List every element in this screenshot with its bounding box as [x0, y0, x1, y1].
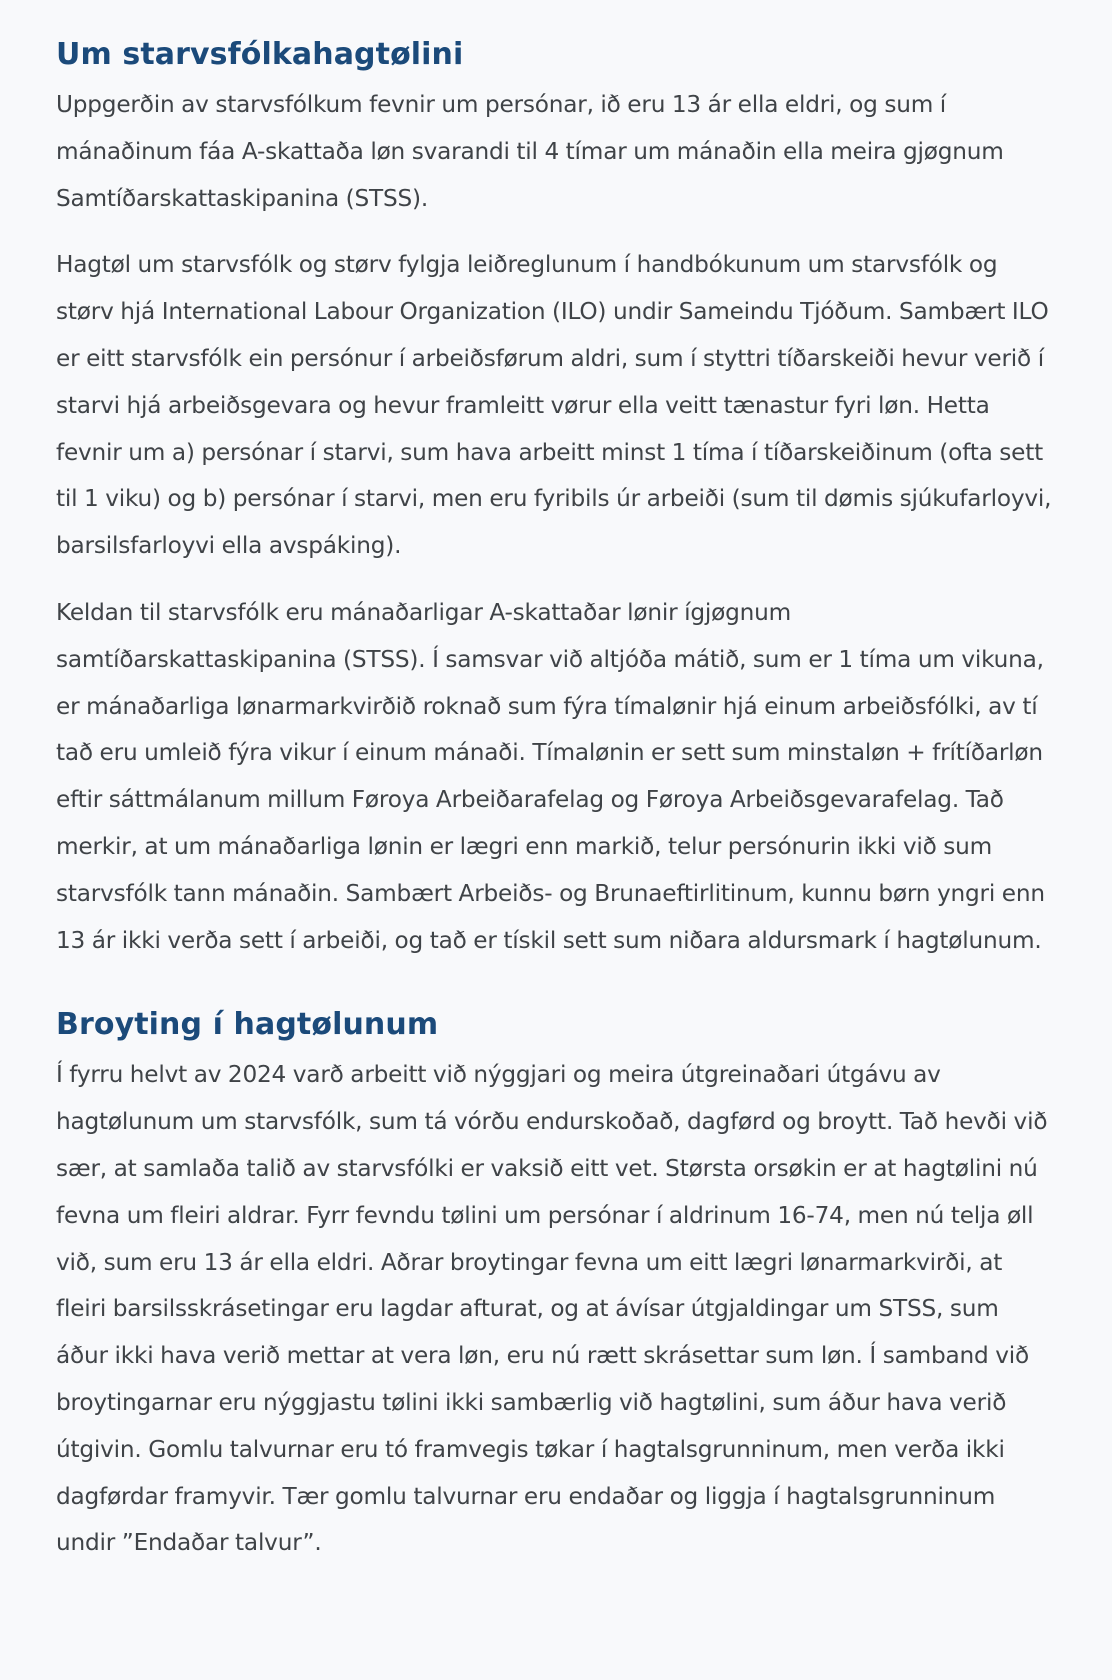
- section-heading: Um starvsfólkahagtølini: [56, 37, 464, 72]
- paragraph: Keldan til starvsfólk eru mánaðarligar A-skattaðar lønir ígjøgnum samtíðarskattaskipanina (STSS). Í samsvar við altjóða mátið, sum er 1 tíma um vikuna, er mánaðarliga lønarmarkvirðið roknað sum fýra tímalønir hjá einum arbeiðsfólki, av tí tað eru umleið fýra vikur í einum mánaði. Tímalønin er sett sum minstaløn + frítíðarløn eftir sáttmálanum millum Føroya Arbeiðarafelag og Føroya Arbeiðsgevarafelag. Tað merkir, at um mánaðarliga lønin er lægri enn markið, telur persónurin ikki við sum starvsfólk tann mánaðin. Sambært Arbeiðs- og Brunaeftirlitinum, kunnu børn yngri enn 13 ár ikki verða sett í arbeiði, og tað er tískil sett sum niðara aldursmark í hagtølunum.: [56, 598, 1045, 954]
- section-changes-in-statistics: [56, 998, 1056, 1567]
- paragraph: Í fyrru helvt av 2024 varð arbeitt við nýggjari og meira útgreinaðari útgávu av hagtølunum um starvsfólk, sum tá vórðu endurskoðað, dagførd og broytt. Tað hevði við sær, at samlaða talið av starvsfólki er vaksið eitt vet. Størsta orsøkin er at hagtølini nú fevna um fleiri aldrar. Fyrr fevndu tølini um persónar í aldrinum 16-74, men nú telja øll við, sum eru 13 ár ella eldri. Aðrar broytingar fevna um eitt lægri lønarmarkvirði, at fleiri barsilsskrásetingar eru lagdar afturat, og at ávísar útgjaldingar um STSS, sum áður ikki hava verið mettar at vera løn, eru nú rætt skrásettar sum løn. Í samband við broytingarnar eru nýggjastu tølini ikki sambærlig við hagtølini, sum áður hava verið útgivin. Gomlu talvurnar eru tó framvegis tøkar í hagtalsgrunninum, men verða ikki dagførdar framyvir. Tær gomlu talvurnar eru endaðar og liggja í hagtalsgrunninum undir ”Endaðar talvur”.: [56, 1061, 1048, 1557]
- article-content: [56, 28, 1056, 1587]
- section-heading: Broyting í hagtølunum: [56, 1007, 439, 1043]
- paragraph: Uppgerðin av starvsfólkum fevnir um persónar, ið eru 13 ár ella eldri, og sum í mánaðinum fáa A-skattaða løn svarandi til 4 tímar um mánaðin ella meira gjøgnum Samtíðarskattaskipanina (STSS).: [56, 91, 1004, 212]
- paragraph: Hagtøl um starvsfólk og størv fylgja leiðreglunum í handbókunum um starvsfólk og størv hjá International Labour Organization (ILO) undir Sameindu Tjóðum. Sambært ILO er eitt starvsfólk ein persónur í arbeiðsførum aldri, sum í styttri tíðarskeiði hevur verið í starvi hjá arbeiðsgevara og hevur framleitt vørur ella veitt tænastur fyri løn. Hetta fevnir um a) persónar í starvi, sum hava arbeitt minst 1 tíma í tíðarskeiðinum (ofta sett til 1 viku) og b) persónar í starvi, men eru fyribils úr arbeiði (sum til dømis sjúkufarloyvi, barsilsfarloyvi ella avspáking).: [56, 251, 1052, 560]
- section-about-employee-statistics: [56, 28, 1056, 964]
